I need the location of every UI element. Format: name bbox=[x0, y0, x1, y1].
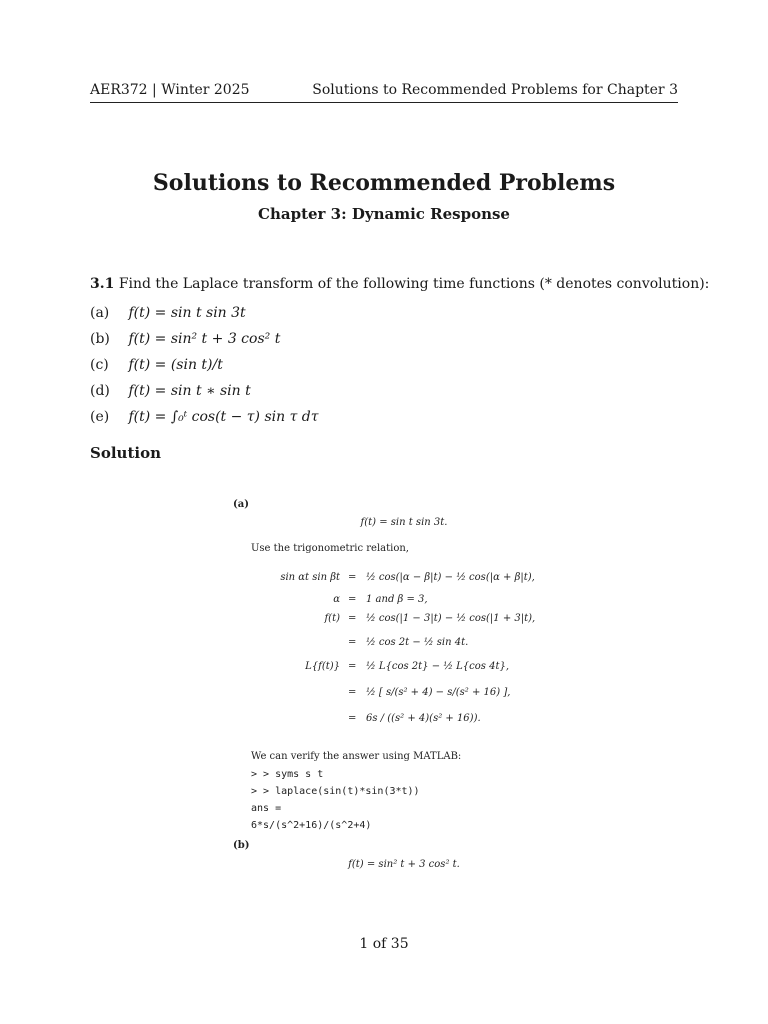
problem-item-e bbox=[90, 407, 319, 433]
problem-item-b bbox=[90, 329, 319, 355]
item-label: (b) bbox=[90, 331, 110, 347]
problem-statement bbox=[90, 276, 709, 292]
eq-rhs: ½ cos(|1 − 3|t) − ½ cos(|1 + 3|t), bbox=[366, 613, 536, 624]
solution-part-b-label: (b) bbox=[233, 840, 250, 851]
problem-item-d bbox=[90, 381, 319, 407]
eq-equals: = bbox=[348, 687, 357, 698]
eq-lhs: α bbox=[333, 594, 340, 605]
problem-item-c bbox=[90, 355, 319, 381]
page-number: 1 of 35 bbox=[359, 936, 409, 952]
eq-rhs: 1 and β = 3, bbox=[366, 594, 428, 605]
header-rule bbox=[90, 102, 678, 103]
matlab-line: > > laplace(sin(t)*sin(3*t)) bbox=[251, 786, 420, 797]
eq-lhs: f(t) bbox=[324, 613, 340, 624]
problem-text: Find the Laplace transform of the following time functions (* denotes convolution): bbox=[118, 276, 710, 292]
item-expression: f(t) = (sin t)/t bbox=[128, 357, 223, 373]
item-label: (d) bbox=[90, 383, 110, 399]
solution-a-given: f(t) = sin t sin 3t. bbox=[360, 517, 448, 528]
eq-rhs: ½ L{cos 2t} − ½ L{cos 4t}, bbox=[366, 661, 510, 672]
eq-equals: = bbox=[348, 594, 357, 605]
item-expression: f(t) = sin t sin 3t bbox=[128, 305, 246, 321]
eq-equals: = bbox=[348, 713, 357, 724]
matlab-line: ans = bbox=[251, 803, 282, 814]
problem-number: 3.1 bbox=[90, 276, 115, 292]
eq-rhs: ½ cos(|α − β|t) − ½ cos(|α + β|t), bbox=[366, 572, 535, 583]
eq-equals: = bbox=[348, 661, 357, 672]
problem-item-a bbox=[90, 303, 319, 329]
problem-items bbox=[90, 303, 319, 433]
eq-equals: = bbox=[348, 572, 357, 583]
page-title: Solutions to Recommended Problems bbox=[152, 170, 616, 196]
item-label: (c) bbox=[90, 357, 109, 373]
matlab-intro: We can verify the answer using MATLAB: bbox=[251, 751, 462, 762]
eq-equals: = bbox=[348, 613, 357, 624]
solution-a-intro: Use the trigonometric relation, bbox=[251, 543, 409, 554]
eq-lhs: sin αt sin βt bbox=[280, 572, 340, 583]
item-expression: f(t) = sin² t + 3 cos² t bbox=[128, 331, 281, 347]
matlab-line: 6*s/(s^2+16)/(s^2+4) bbox=[251, 820, 372, 831]
header-course: AER372 | Winter 2025 bbox=[90, 82, 250, 98]
item-label: (a) bbox=[90, 305, 110, 321]
header-document-title: Solutions to Recommended Problems for Chapter 3 bbox=[312, 82, 678, 98]
item-expression: f(t) = ∫₀ᵗ cos(t − τ) sin τ dτ bbox=[128, 409, 319, 425]
item-expression: f(t) = sin t ∗ sin t bbox=[128, 383, 251, 399]
solution-b-given: f(t) = sin² t + 3 cos² t. bbox=[348, 859, 460, 870]
eq-equals: = bbox=[348, 637, 357, 648]
matlab-line: > > syms s t bbox=[251, 769, 324, 780]
eq-rhs: ½ cos 2t − ½ sin 4t. bbox=[366, 637, 469, 648]
solution-part-a-label: (a) bbox=[233, 499, 249, 510]
eq-rhs: 6s / ((s² + 4)(s² + 16)). bbox=[366, 713, 481, 724]
page-subtitle: Chapter 3: Dynamic Response bbox=[258, 205, 510, 223]
item-label: (e) bbox=[90, 409, 110, 425]
solution-heading: Solution bbox=[90, 444, 161, 462]
eq-rhs: ½ [ s/(s² + 4) − s/(s² + 16) ], bbox=[366, 687, 511, 698]
eq-lhs: L{f(t)} bbox=[305, 661, 340, 672]
